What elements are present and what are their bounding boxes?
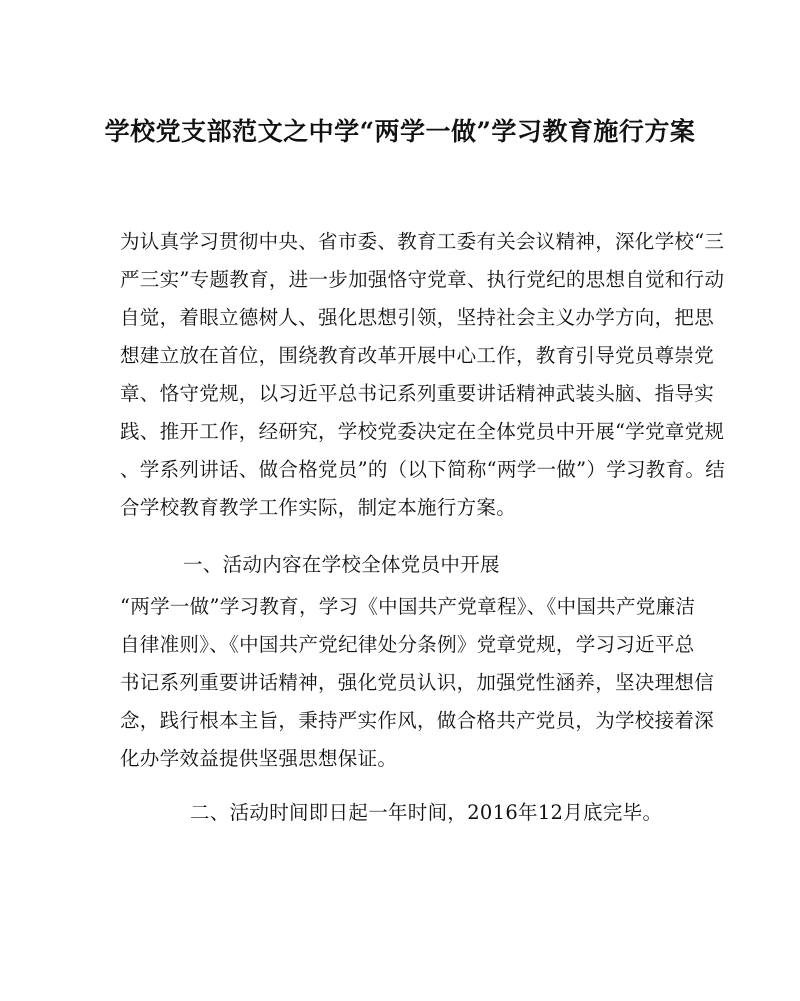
body-line: 自律准则》、《中国共产党纪律处分条例》党章党规，学习习近平总: [120, 633, 695, 656]
body-line: 章、恪守党规，以习近平总书记系列重要讲话精神武装头脑、指导实: [120, 382, 715, 405]
body-line: 践、推开工作，经研究，学校党委决定在全体党员中开展“学党章党规: [120, 420, 725, 443]
body-line: 想建立放在首位，围绕教育改革开展中心工作，教育引导党员尊崇党: [120, 344, 715, 367]
section-heading-2: 二、活动时间即日起一年时间，2016年12月底完毕。: [190, 801, 663, 824]
section-heading-1: 一、活动内容在学校全体党员中开展: [183, 553, 500, 576]
body-line: 念，践行根本主旨，秉持严实作风，做合格共产党员，为学校接着深: [120, 709, 715, 732]
body-line: 书记系列重要讲话精神，强化党员认识，加强党性涵养，坚决理想信: [120, 671, 715, 694]
body-line: “两学一做”学习教育，学习《中国共产党章程》、《中国共产党廉洁: [120, 595, 696, 618]
document-title: 学校党支部范文之中学“两学一做”学习教育施行方案: [104, 117, 696, 146]
body-line: 自觉，着眼立德树人、强化思想引领，坚持社会主义办学方向，把思: [120, 306, 715, 329]
body-line: 严三实”专题教育，进一步加强恪守党章、执行党纪的思想自觉和行动: [120, 268, 725, 291]
body-line: 合学校教育教学工作实际，制定本施行方案。: [120, 496, 517, 519]
body-line: 、学系列讲话、做合格党员”的（以下简称“两学一做”）学习教育。结: [120, 458, 726, 481]
body-line: 化办学效益提供坚强思想保证。: [120, 747, 398, 770]
body-line: 为认真学习贯彻中央、省市委、教育工委有关会议精神，深化学校“三: [120, 230, 725, 253]
